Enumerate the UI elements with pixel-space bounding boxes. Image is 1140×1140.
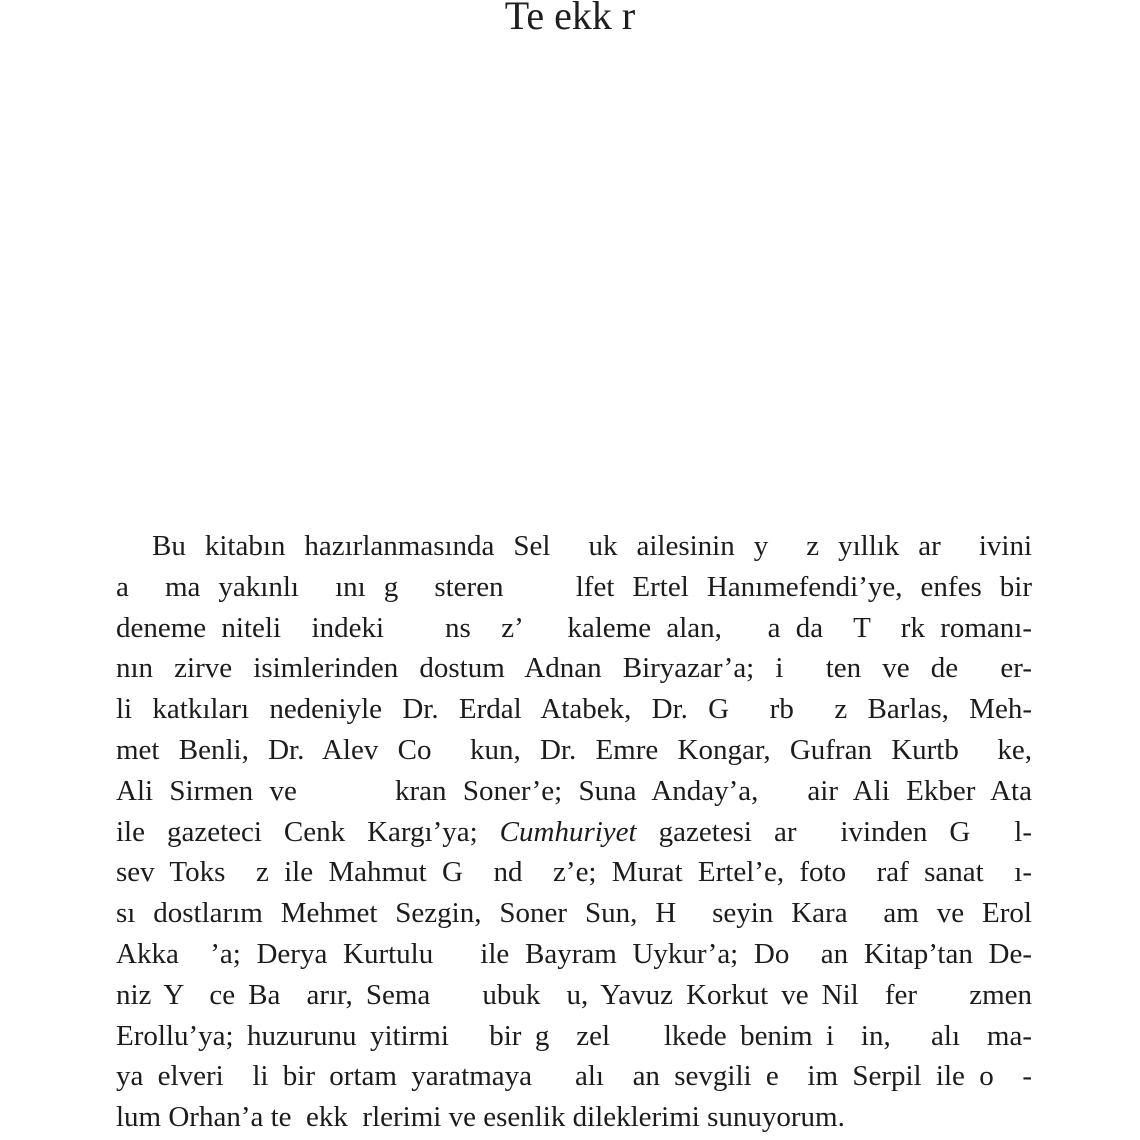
paragraph-line <box>116 608 1032 649</box>
paragraph-line <box>116 1016 1032 1057</box>
page-title: Te ekk r <box>504 0 636 38</box>
paragraph-line <box>116 648 1032 689</box>
paragraph-line <box>116 526 1032 567</box>
line-text: sev Toks z ile Mahmut G nd z’e; Murat Ertel’e, foto raf sanat ı- <box>116 856 1032 889</box>
line-text: ya elveri li bir ortam yaratmaya alı an sevgili e im Serpil ile o - <box>116 1060 1032 1093</box>
paragraph-line <box>116 1097 1032 1138</box>
line-text: ile gazeteci Cenk Kargı’ya; <box>116 815 500 848</box>
line-text: a ma yakınlı ını g steren lfet Ertel Hanımefendi’ye, enfes bir <box>116 570 1032 603</box>
paragraph-line <box>116 1056 1032 1097</box>
line-text: sı dostlarım Mehmet Sezgin, Soner Sun, H seyin Kara am ve Erol <box>116 897 1032 930</box>
paragraph-line <box>116 852 1032 893</box>
paragraph-line <box>116 567 1032 608</box>
line-text: li katkıları nedeniyle Dr. Erdal Atabek, Dr. G rb z Barlas, Meh- <box>116 693 1032 726</box>
line-text: niz Y ce Ba arır, Sema ubuk u, Yavuz Korkut ve Nil fer zmen <box>116 978 1032 1011</box>
paragraph-line <box>116 812 1032 853</box>
paragraph-line <box>116 771 1032 812</box>
line-text: Erollu’ya; huzurunu yitirmi bir g zel lkede benim i in, alı ma- <box>116 1019 1032 1052</box>
acknowledgements-paragraph <box>116 526 1032 1138</box>
paragraph-line <box>116 689 1032 730</box>
line-text: met Benli, Dr. Alev Co kun, Dr. Emre Kongar, Gufran Kurtb ke, <box>116 733 1032 766</box>
paragraph-line <box>116 975 1032 1016</box>
paragraph-line <box>116 893 1032 934</box>
line-text: nın zirve isimlerinden dostum Adnan Biryazar’a; i ten ve de er- <box>116 652 1032 685</box>
newspaper-title-italic: Cumhuriyet <box>499 815 637 848</box>
line-text: Bu kitabın hazırlanmasında Sel uk ailesinin y z yıllık ar ivini <box>152 530 1032 562</box>
paragraph-line <box>116 730 1032 771</box>
line-text: Ali Sirmen ve kran Soner’e; Suna Anday’a, air Ali Ekber Ata <box>116 774 1032 807</box>
line-text: lum Orhan’a te ekk rlerimi ve esenlik dileklerimi sunuyorum. <box>116 1101 845 1134</box>
line-text: gazetesi ar ivinden G l- <box>636 815 1032 848</box>
line-text: Akka ’a; Derya Kurtulu ile Bayram Uykur’a; Do an Kitap’tan De- <box>116 937 1032 970</box>
paragraph-line <box>116 934 1032 975</box>
line-text: deneme niteli indeki ns z’ kaleme alan, a da T rk romanı- <box>116 611 1032 644</box>
